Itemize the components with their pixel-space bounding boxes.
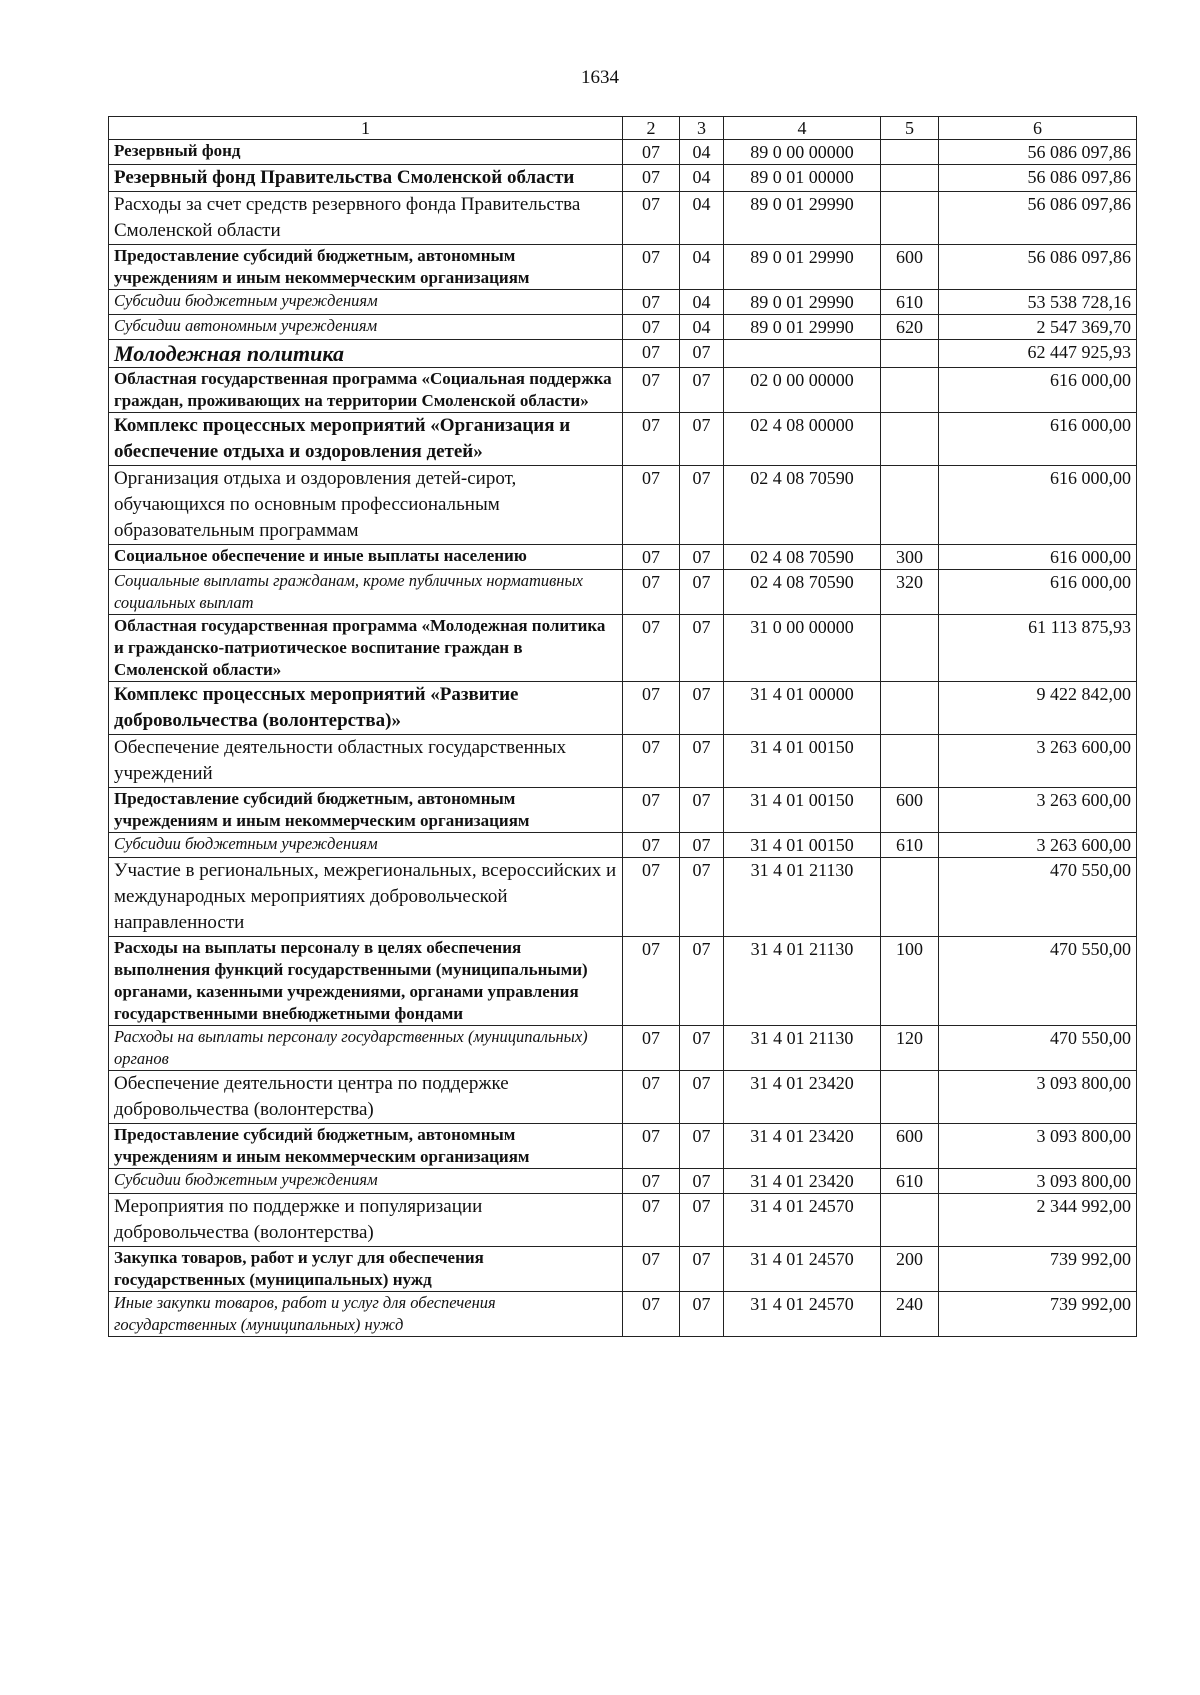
table-row [109, 1026, 1137, 1071]
table-header-row [109, 117, 1137, 140]
header-col-3: 3 [680, 117, 724, 140]
expense-type-cell [881, 466, 939, 545]
subsection-code-cell: 07 [680, 340, 724, 368]
expense-type-cell: 610 [881, 833, 939, 858]
subsection-code-cell: 07 [680, 735, 724, 788]
amount-cell: 3 093 800,00 [939, 1071, 1137, 1124]
section-code-cell: 07 [623, 937, 680, 1026]
table-row [109, 570, 1137, 615]
expense-name-cell: Субсидии бюджетным учреждениям [109, 290, 623, 315]
table-row [109, 315, 1137, 340]
expense-name-cell: Закупка товаров, работ и услуг для обеспечения государственных (муниципальных) нужд [109, 1247, 623, 1292]
table-row [109, 682, 1137, 735]
subsection-code-cell: 04 [680, 245, 724, 290]
expense-type-cell: 100 [881, 937, 939, 1026]
target-article-cell: 02 4 08 70590 [724, 466, 881, 545]
expense-name-cell: Расходы за счет средств резервного фонда Правительства Смоленской области [109, 192, 623, 245]
section-code-cell: 07 [623, 192, 680, 245]
table-row [109, 165, 1137, 192]
target-article-cell: 89 0 00 00000 [724, 140, 881, 165]
amount-cell: 3 093 800,00 [939, 1169, 1137, 1194]
subsection-code-cell: 07 [680, 858, 724, 937]
amount-cell: 616 000,00 [939, 368, 1137, 413]
amount-cell: 2 547 369,70 [939, 315, 1137, 340]
subsection-code-cell: 04 [680, 165, 724, 192]
header-col-1: 1 [109, 117, 623, 140]
table-row [109, 858, 1137, 937]
target-article-cell: 31 4 01 00150 [724, 833, 881, 858]
expense-type-cell [881, 165, 939, 192]
expense-type-cell [881, 340, 939, 368]
target-article-cell: 31 4 01 24570 [724, 1194, 881, 1247]
expense-type-cell [881, 368, 939, 413]
subsection-code-cell: 04 [680, 290, 724, 315]
amount-cell: 470 550,00 [939, 858, 1137, 937]
expense-type-cell: 320 [881, 570, 939, 615]
section-code-cell: 07 [623, 290, 680, 315]
table-row [109, 1071, 1137, 1124]
section-code-cell: 07 [623, 615, 680, 682]
expense-name-cell: Субсидии бюджетным учреждениям [109, 1169, 623, 1194]
subsection-code-cell: 07 [680, 1292, 724, 1337]
expense-name-cell: Комплекс процессных мероприятий «Развитие добровольчества (волонтерства)» [109, 682, 623, 735]
table-row [109, 735, 1137, 788]
expense-name-cell: Предоставление субсидий бюджетным, автономным учреждениям и иным некоммерческим организациям [109, 788, 623, 833]
section-code-cell: 07 [623, 682, 680, 735]
subsection-code-cell: 07 [680, 615, 724, 682]
expense-name-cell: Резервный фонд Правительства Смоленской области [109, 165, 623, 192]
expense-type-cell: 300 [881, 545, 939, 570]
expense-type-cell [881, 140, 939, 165]
subsection-code-cell: 07 [680, 1247, 724, 1292]
expense-name-cell: Организация отдыха и оздоровления детей-сирот, обучающихся по основным профессиональным образовательным программам [109, 466, 623, 545]
table-row [109, 1292, 1137, 1337]
subsection-code-cell: 07 [680, 833, 724, 858]
expense-type-cell [881, 682, 939, 735]
amount-cell: 2 344 992,00 [939, 1194, 1137, 1247]
target-article-cell: 31 4 01 00000 [724, 682, 881, 735]
target-article-cell: 89 0 01 29990 [724, 192, 881, 245]
section-code-cell: 07 [623, 140, 680, 165]
subsection-code-cell: 07 [680, 1071, 724, 1124]
amount-cell: 56 086 097,86 [939, 245, 1137, 290]
target-article-cell: 31 4 01 00150 [724, 788, 881, 833]
table-row [109, 368, 1137, 413]
expense-type-cell [881, 735, 939, 788]
subsection-code-cell: 07 [680, 788, 724, 833]
amount-cell: 56 086 097,86 [939, 165, 1137, 192]
section-code-cell: 07 [623, 245, 680, 290]
expense-name-cell: Обеспечение деятельности центра по поддержке добровольчества (волонтерства) [109, 1071, 623, 1124]
amount-cell: 61 113 875,93 [939, 615, 1137, 682]
section-code-cell: 07 [623, 1169, 680, 1194]
expense-type-cell: 610 [881, 290, 939, 315]
target-article-cell: 02 4 08 00000 [724, 413, 881, 466]
subsection-code-cell: 07 [680, 937, 724, 1026]
table-row [109, 1169, 1137, 1194]
expense-type-cell [881, 1194, 939, 1247]
section-code-cell: 07 [623, 1071, 680, 1124]
subsection-code-cell: 07 [680, 413, 724, 466]
target-article-cell [724, 340, 881, 368]
expense-type-cell: 600 [881, 245, 939, 290]
target-article-cell: 31 4 01 23420 [724, 1169, 881, 1194]
expense-type-cell: 120 [881, 1026, 939, 1071]
page-number: 1634 [581, 67, 619, 88]
target-article-cell: 89 0 01 29990 [724, 290, 881, 315]
section-code-cell: 07 [623, 165, 680, 192]
table-row [109, 1247, 1137, 1292]
expense-type-cell [881, 192, 939, 245]
expense-name-cell: Предоставление субсидий бюджетным, автономным учреждениям и иным некоммерческим организациям [109, 1124, 623, 1169]
expense-type-cell [881, 413, 939, 466]
expense-type-cell [881, 858, 939, 937]
amount-cell: 616 000,00 [939, 545, 1137, 570]
target-article-cell: 31 4 01 24570 [724, 1292, 881, 1337]
subsection-code-cell: 07 [680, 545, 724, 570]
section-code-cell: 07 [623, 466, 680, 545]
amount-cell: 470 550,00 [939, 1026, 1137, 1071]
expense-type-cell: 610 [881, 1169, 939, 1194]
section-code-cell: 07 [623, 315, 680, 340]
amount-cell: 3 263 600,00 [939, 735, 1137, 788]
table-row [109, 937, 1137, 1026]
amount-cell: 3 263 600,00 [939, 833, 1137, 858]
subsection-code-cell: 07 [680, 1169, 724, 1194]
expense-name-cell: Расходы на выплаты персоналу государственных (муниципальных) органов [109, 1026, 623, 1071]
expense-type-cell: 200 [881, 1247, 939, 1292]
subsection-code-cell: 07 [680, 570, 724, 615]
expense-name-cell: Комплекс процессных мероприятий «Организация и обеспечение отдыха и оздоровления детей» [109, 413, 623, 466]
target-article-cell: 31 0 00 00000 [724, 615, 881, 682]
table-row [109, 140, 1137, 165]
target-article-cell: 02 0 00 00000 [724, 368, 881, 413]
subsection-code-cell: 07 [680, 682, 724, 735]
section-code-cell: 07 [623, 570, 680, 615]
amount-cell: 616 000,00 [939, 466, 1137, 545]
subsection-code-cell: 04 [680, 315, 724, 340]
table-row [109, 340, 1137, 368]
amount-cell: 616 000,00 [939, 570, 1137, 615]
target-article-cell: 31 4 01 23420 [724, 1124, 881, 1169]
table-body [109, 117, 1137, 1337]
header-col-2: 2 [623, 117, 680, 140]
target-article-cell: 89 0 01 29990 [724, 245, 881, 290]
expense-name-cell: Участие в региональных, межрегиональных, всероссийских и международных мероприятиях добровольческой направленности [109, 858, 623, 937]
section-code-cell: 07 [623, 545, 680, 570]
section-code-cell: 07 [623, 1247, 680, 1292]
section-code-cell: 07 [623, 413, 680, 466]
target-article-cell: 31 4 01 21130 [724, 1026, 881, 1071]
amount-cell: 616 000,00 [939, 413, 1137, 466]
amount-cell: 56 086 097,86 [939, 140, 1137, 165]
expense-name-cell: Областная государственная программа «Молодежная политика и гражданско-патриотическое воспитание граждан в Смоленской области» [109, 615, 623, 682]
target-article-cell: 31 4 01 23420 [724, 1071, 881, 1124]
target-article-cell: 89 0 01 00000 [724, 165, 881, 192]
table-row [109, 290, 1137, 315]
amount-cell: 739 992,00 [939, 1292, 1137, 1337]
section-code-cell: 07 [623, 858, 680, 937]
expense-type-cell: 620 [881, 315, 939, 340]
expense-name-cell: Субсидии автономным учреждениям [109, 315, 623, 340]
budget-table [108, 116, 1137, 1337]
expense-name-cell: Предоставление субсидий бюджетным, автономным учреждениям и иным некоммерческим организациям [109, 245, 623, 290]
target-article-cell: 31 4 01 00150 [724, 735, 881, 788]
subsection-code-cell: 07 [680, 1124, 724, 1169]
subsection-code-cell: 04 [680, 140, 724, 165]
target-article-cell: 31 4 01 21130 [724, 858, 881, 937]
expense-type-cell: 600 [881, 788, 939, 833]
expense-type-cell: 240 [881, 1292, 939, 1337]
subsection-code-cell: 07 [680, 1194, 724, 1247]
target-article-cell: 02 4 08 70590 [724, 545, 881, 570]
expense-name-cell: Мероприятия по поддержке и популяризации добровольчества (волонтерства) [109, 1194, 623, 1247]
amount-cell: 9 422 842,00 [939, 682, 1137, 735]
section-code-cell: 07 [623, 833, 680, 858]
section-code-cell: 07 [623, 1026, 680, 1071]
table-row [109, 192, 1137, 245]
amount-cell: 470 550,00 [939, 937, 1137, 1026]
table-row [109, 245, 1137, 290]
expense-type-cell [881, 615, 939, 682]
target-article-cell: 02 4 08 70590 [724, 570, 881, 615]
section-code-cell: 07 [623, 735, 680, 788]
section-code-cell: 07 [623, 788, 680, 833]
expense-name-cell: Социальные выплаты гражданам, кроме публичных нормативных социальных выплат [109, 570, 623, 615]
table-row [109, 1124, 1137, 1169]
expense-type-cell [881, 1071, 939, 1124]
target-article-cell: 31 4 01 21130 [724, 937, 881, 1026]
section-code-cell: 07 [623, 1292, 680, 1337]
target-article-cell: 31 4 01 24570 [724, 1247, 881, 1292]
amount-cell: 53 538 728,16 [939, 290, 1137, 315]
table-row [109, 788, 1137, 833]
section-code-cell: 07 [623, 340, 680, 368]
target-article-cell: 89 0 01 29990 [724, 315, 881, 340]
amount-cell: 3 093 800,00 [939, 1124, 1137, 1169]
header-col-6: 6 [939, 117, 1137, 140]
amount-cell: 56 086 097,86 [939, 192, 1137, 245]
expense-name-cell: Субсидии бюджетным учреждениям [109, 833, 623, 858]
table-row [109, 1194, 1137, 1247]
table-row [109, 615, 1137, 682]
table-row [109, 413, 1137, 466]
expense-name-cell: Иные закупки товаров, работ и услуг для обеспечения государственных (муниципальных) нужд [109, 1292, 623, 1337]
expense-name-cell: Социальное обеспечение и иные выплаты населению [109, 545, 623, 570]
expense-name-cell: Областная государственная программа «Социальная поддержка граждан, проживающих на территории Смоленской области» [109, 368, 623, 413]
table-row [109, 833, 1137, 858]
subsection-code-cell: 07 [680, 1026, 724, 1071]
expense-type-cell: 600 [881, 1124, 939, 1169]
section-code-cell: 07 [623, 1124, 680, 1169]
expense-name-cell: Обеспечение деятельности областных государственных учреждений [109, 735, 623, 788]
section-code-cell: 07 [623, 368, 680, 413]
expense-name-cell: Расходы на выплаты персоналу в целях обеспечения выполнения функций государственными (муниципальными) органами, казенными учреждениями, органами управления государственными внебюджетными фондами [109, 937, 623, 1026]
subsection-code-cell: 07 [680, 368, 724, 413]
header-col-4: 4 [724, 117, 881, 140]
amount-cell: 739 992,00 [939, 1247, 1137, 1292]
section-code-cell: 07 [623, 1194, 680, 1247]
table-row [109, 466, 1137, 545]
subsection-code-cell: 07 [680, 466, 724, 545]
expense-name-cell: Молодежная политика [109, 340, 623, 368]
table-row [109, 545, 1137, 570]
header-col-5: 5 [881, 117, 939, 140]
amount-cell: 62 447 925,93 [939, 340, 1137, 368]
expense-name-cell: Резервный фонд [109, 140, 623, 165]
amount-cell: 3 263 600,00 [939, 788, 1137, 833]
subsection-code-cell: 04 [680, 192, 724, 245]
